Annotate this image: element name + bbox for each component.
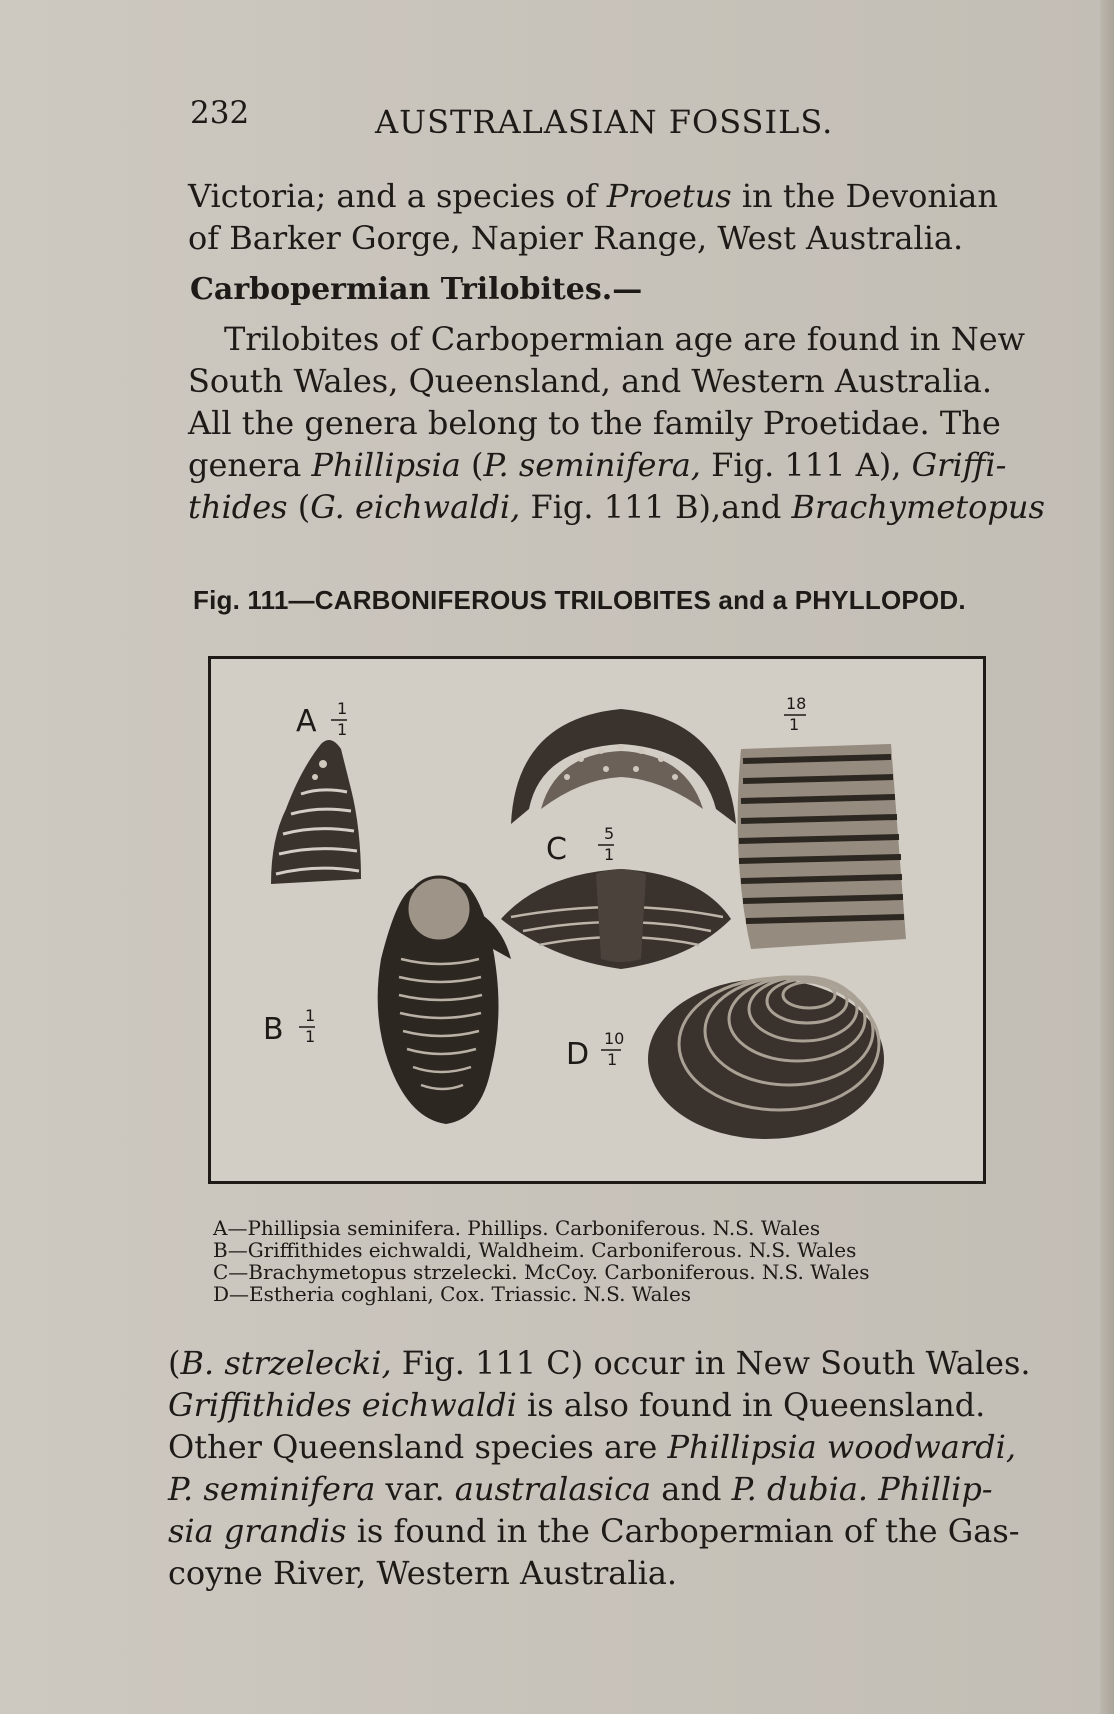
- fossil-c-pygidium-illustration: [501, 869, 731, 969]
- legend-item: C—Brachymetopus strzelecki. McCoy. Carboniferous. N.S. Wales: [213, 1260, 870, 1284]
- fossil-figure: [208, 656, 986, 1184]
- text-line: P. seminifera var. australasica and P. dubia. Phillip-: [168, 1470, 993, 1508]
- page-edge: [1100, 0, 1114, 1714]
- text-line: sia grandis is found in the Carbopermian of the Gas-: [168, 1512, 1020, 1550]
- page-header: [190, 95, 870, 145]
- figure-legend: [213, 1217, 869, 1305]
- text-line: All the genera belong to the family Proetidae. The: [188, 404, 1001, 442]
- scale-a-num: 1: [337, 699, 348, 718]
- scale-b-den: 1: [305, 1027, 316, 1046]
- paragraph-2: [188, 318, 1045, 528]
- label-d: D: [566, 1037, 590, 1072]
- paragraph-3: [168, 1342, 1031, 1594]
- text-line: genera Phillipsia (P. seminifera, Fig. 111 A), Griffi-: [188, 446, 1007, 484]
- scale-d-den: 1: [607, 1050, 618, 1069]
- section-heading: Carbopermian Trilobites.—: [190, 272, 643, 307]
- label-a: A: [296, 704, 317, 739]
- running-title: AUSTRALASIAN FOSSILS.: [375, 103, 834, 141]
- scale-top-den: 1: [789, 715, 800, 734]
- text-line: coyne River, Western Australia.: [168, 1554, 678, 1592]
- legend-item: D—Estheria coghlani, Cox. Triassic. N.S. Wales: [213, 1282, 692, 1306]
- text-line: South Wales, Queensland, and Western Australia.: [188, 362, 993, 400]
- scale-top-num: 18: [786, 694, 807, 713]
- label-b: B: [263, 1012, 284, 1047]
- text-line: (B. strzelecki, Fig. 111 C) occur in New South Wales.: [168, 1344, 1031, 1382]
- legend-item: A—Phillipsia seminifera. Phillips. Carboniferous. N.S. Wales: [213, 1216, 821, 1240]
- scale-b-num: 1: [305, 1006, 316, 1025]
- text-line: Griffithides eichwaldi is also found in Queensland.: [168, 1386, 986, 1424]
- scale-c-num: 5: [604, 824, 615, 843]
- fossil-c-cephalon-illustration: [511, 709, 736, 824]
- scale-d-num: 10: [604, 1029, 625, 1048]
- legend-item: B—Griffithides eichwaldi, Waldheim. Carboniferous. N.S. Wales: [213, 1238, 857, 1262]
- text-line: Trilobites of Carbopermian age are found in New: [224, 320, 1026, 358]
- scale-c-den: 1: [604, 845, 615, 864]
- figure-caption: Fig. 111—CARBONIFEROUS TRILOBITES and a PHYLLOPOD.: [193, 585, 966, 615]
- label-c: C: [546, 832, 567, 867]
- shell-fragment-illustration: [738, 744, 906, 949]
- fossil-illustration: [211, 659, 983, 1181]
- text-line: Other Queensland species are Phillipsia woodwardi,: [168, 1428, 1016, 1466]
- fossil-d-illustration: [648, 977, 884, 1139]
- text-line: thides (G. eichwaldi, Fig. 111 B),and Brachymetopus: [188, 488, 1045, 526]
- fossil-b-illustration: [378, 877, 511, 1124]
- text-line: of Barker Gorge, Napier Range, West Australia.: [188, 219, 964, 257]
- scale-a-den: 1: [337, 720, 348, 739]
- fossil-a-illustration: [271, 740, 361, 884]
- text-line: Victoria; and a species of Proetus in the Devonian: [188, 177, 998, 215]
- paragraph-1: [188, 175, 1038, 259]
- page-number: 232: [190, 95, 250, 131]
